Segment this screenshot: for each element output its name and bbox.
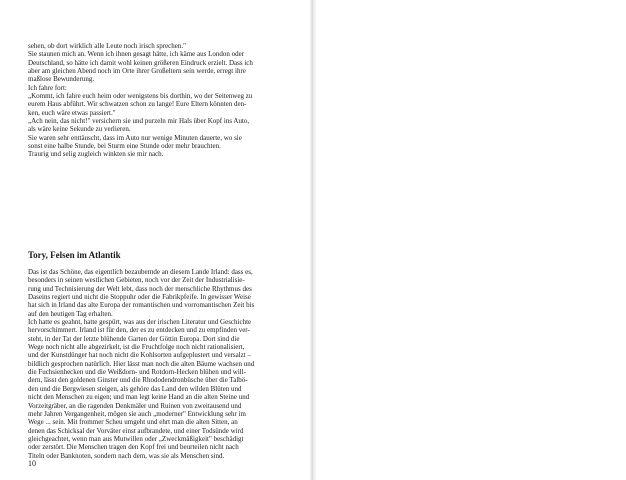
text-line: gleichgeachtet, wenn man aus Mutwillen oder „Zweckmäßigkeit" beschädigt [28,434,244,443]
text-line: bildlich gesprochen natürlich. Hier lässt man noch die alten Bäume wachsen und [28,359,255,368]
text-line: Sie waren sehr enttäuscht, dass im Auto nur wenige Minuten dauerte, wo sie [28,133,242,142]
text-line: denen das Schicksal der Vorväter einst aufbrandete, und einer Todsünde wird [28,426,244,435]
text-line: ken, euch wäre etwas passiert." [28,108,116,117]
text-line: als wäre keine Sekunde zu verlieren. [28,125,131,134]
text-line: dern, lässt den goldenen Ginster und die Rhododendronbüsche über die Talbö- [28,376,248,385]
text-line: rung und Technisierung der Welt lebt, dass noch der menschliche Rhythmus des [28,284,252,293]
text-line: „Kommt, ich fahre euch heim oder wenigstens bis dorthin, wo der Seitenweg zu [28,92,253,101]
text-line: aber am gleichen Abend noch im Orte ihrer Großeltern sein werde, erregt ihre [28,67,246,76]
text-line: und der Kunstdünger hat noch nicht die Kohlsorten aufgeplustert und versalzt – [28,351,251,360]
text-line: Daseins regiert und nicht die Stoppuhr oder die Fabrikpfeife. In gewisser Weise [28,293,251,302]
text-line: den und die Bergwiesen steigen, als gehöre das Land den wilden Blüten und [28,384,242,393]
section-body [28,268,299,460]
right-page [313,0,626,480]
text-line: Ich fahre fort: [28,83,67,92]
text-line: Wege ... sein. Mit frommer Scheu umgeht und ehrt man die alten Sitten, an [28,418,238,427]
text-line: Deutschland, so hätte ich damit wohl keinen größeren Eindruck erzielt. Dass ich [28,58,253,67]
intro-paragraphs [28,42,299,159]
text-line: Titeln oder Banknoten, sondern nach dem, was sie als Menschen sind. [28,451,225,460]
text-line: maßlose Bewunderung. [28,75,95,84]
page-number: 10 [28,459,36,468]
text-line: hat sich in Irland das alte Europa der romantischen und vorromantischen Zeit bis [28,301,255,310]
text-line: Sie staunen mich an. Wenn ich ihnen gesagt hätte, ich käme aus London oder [28,50,245,59]
text-line: die Fuchsienhecken und die Weißdorn- und Rotdorn-Hecken blühen und will- [28,368,247,377]
text-line: eurem Haus abführt. Wir schwatzen schon zu lange! Eure Eltern könnten den- [28,100,247,109]
text-line: mehr Jahren Vergangenheit, mögen sie auch „moderner" Entwicklung sehr im [28,409,246,418]
text-line: auf den heutigen Tag erhalten. [28,309,113,318]
text-line: Wege noch nicht alle abgezirkelt, ist die Fruchtfolge noch nicht rationalisiert, [28,343,245,352]
text-line: steht, in der Tat der letzte blühende Garten der Göttin Europa. Dort sind die [28,334,240,343]
text-line: hervorschimmert. Irland ist für den, der es zu entdecken und zu empfinden ver- [28,326,250,335]
text-line: Vorzeitgräber, an die ragenden Denkmäler und Ruinen von zweitausend und [28,401,242,410]
text-line: Das ist das Schöne, das eigentlich bezaubernde an diesem Lande Irland: dass es, [28,268,253,276]
text-line: „Ach nein, das nicht!" versichern sie und purzeln mir Hals über Kopf ins Auto, [28,117,250,126]
section-heading: Tory, Felsen im Atlantik [28,250,121,260]
text-line: oder zerstört. Die Menschen tragen den Kopf frei und beurteilen nicht nach [28,443,239,452]
text-line: Traurig und selig zugleich winkten sie mir nach. [28,150,164,159]
text-line: Ich hatte es geahnt, hatte gespürt, was aus der irischen Literatur und Geschichte [28,318,252,327]
text-line: sehen, ob dort wirklich alle Leute noch irisch sprechen." [28,42,186,50]
text-line: nicht den Menschen zu eigen; und man legt keine Hand an die alten Steine und [28,393,250,402]
text-line: besonders in seinen westlichen Gebieten, noch vor der Zeit der Industrialisie- [28,276,245,285]
text-line: sonst eine halbe Stunde, bei Sturm eine Stunde oder mehr brauchten. [28,142,221,151]
